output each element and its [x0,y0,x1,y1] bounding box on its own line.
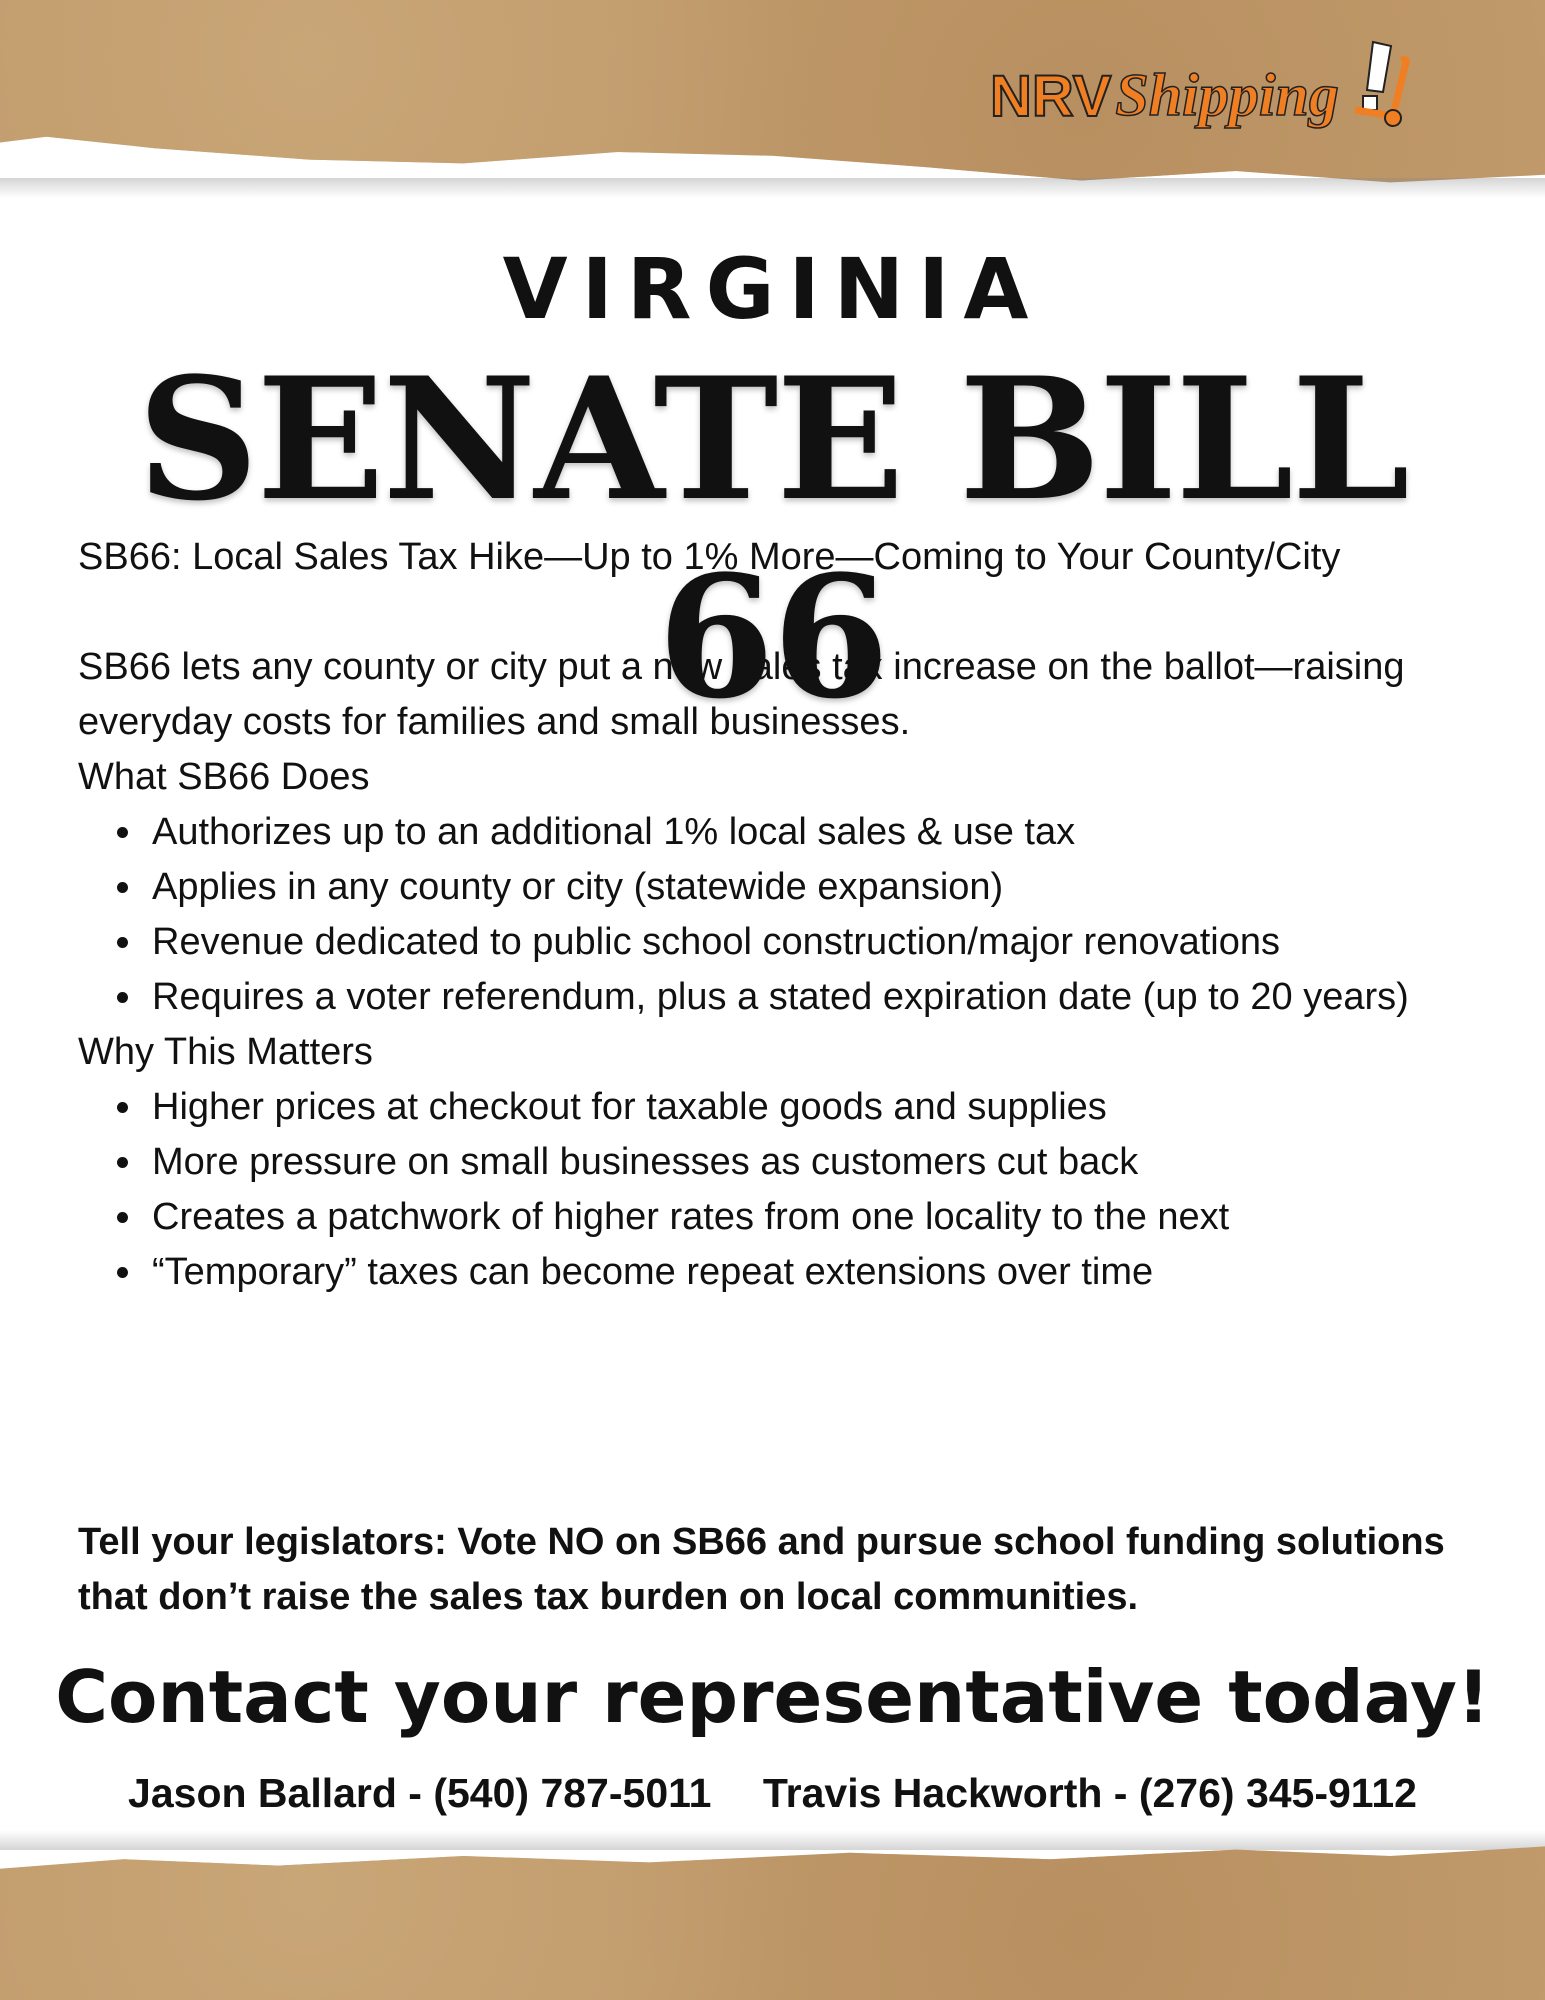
headline: SB66: Local Sales Tax Hike—Up to 1% More—Coming to Your County/City [78,536,1341,578]
why-heading: Why This Matters [78,1031,373,1073]
torn-edge-shadow [0,178,1545,198]
flyer-body [78,530,1478,1300]
why-list [146,1080,1478,1300]
page-title: SENATE BILL 66 [137,340,1408,736]
torn-edge-shadow [0,1830,1545,1850]
list-item: • Revenue dedicated to public school construction/major renovations [146,915,1306,970]
logo-brand: NRV [990,64,1112,129]
nrv-shipping-logo [990,40,1413,130]
state-heading: VIRGINIA [502,240,1043,338]
what-heading: What SB66 Does [78,756,370,798]
representatives [0,1770,1545,1817]
list-item: • “Temporary” taxes can become repeat extensions over time [146,1245,1478,1300]
what-list [146,805,1478,1025]
list-item: • Applies in any county or city (statewide expansion) [146,860,1478,915]
hand-truck-icon [1343,40,1413,130]
summary: SB66 lets any county or city put a new sales tax increase on the ballot—raising everyday costs for families and small businesses. [78,646,1405,743]
rep-travis-hackworth: Travis Hackworth - (276) 345-9112 [762,1770,1417,1816]
list-item: • Creates a patchwork of higher rates from one locality to the next [146,1190,1478,1245]
rep-jason-ballard: Jason Ballard - (540) 787-5011 [128,1770,712,1816]
list-item: • Higher prices at checkout for taxable goods and supplies [146,1080,1478,1135]
logo-script: Shipping [1115,62,1339,128]
call-to-action: Tell your legislators: Vote NO on SB66 and pursue school funding solutions that don’t raise the sales tax burden on local communities. [78,1521,1445,1618]
contact-heading: Contact your representative today! [55,1655,1490,1739]
kraft-paper-footer [0,1840,1545,2000]
list-item: • Authorizes up to an additional 1% local sales & use tax [146,805,1478,860]
list-item: • More pressure on small businesses as customers cut back [146,1135,1478,1190]
list-item: • Requires a voter referendum, plus a stated expiration date (up to 20 years) [146,970,1478,1025]
